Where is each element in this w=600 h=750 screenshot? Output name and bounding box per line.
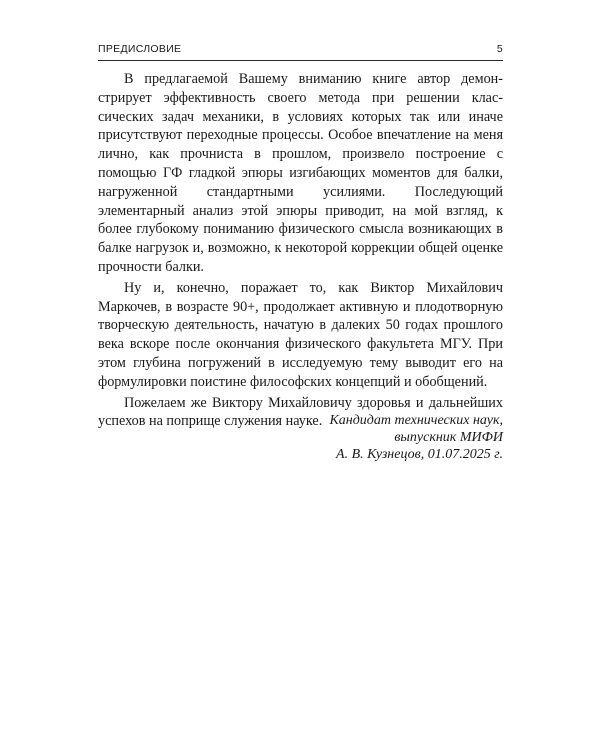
paragraph: В предлагаемой Вашему вниманию книге автор демонстрирует эффективность своего метода при решении классических задач механики, в условиях которых так или иначе присутствуют переходные процессы. Особое впечатление на меня лично, как прочниста в прошлом, произвело построение с помощью ГФ гладкой эпюры изгибающих моментов для балки, нагруженной стандартными усилиями. Последующий элементарный анализ этой эпюры приводит, на мой взгляд, к более глубокому пониманию физического смысла возникающих в балке нагрузок и, возможно, к некоторой коррекции общей оценке прочности балки.	[98, 71, 503, 275]
page-number: 5	[496, 43, 503, 55]
signature-name-date: А. В. Кузнецов, 01.07.2025 г.	[336, 447, 503, 462]
running-header	[98, 40, 503, 61]
signature-affiliation: выпускник МИФИ	[394, 430, 503, 445]
section-title: ПРЕДИСЛОВИЕ	[98, 43, 182, 55]
signature-degree: Кандидат технических наук,	[329, 413, 503, 428]
paragraph: Пожелаем же Виктору Михайловичу здоровья и дальнейших успехов на поприще служения науке.	[98, 394, 503, 430]
preface-text	[98, 70, 503, 431]
signature-block	[329, 412, 503, 463]
paragraph: Ну и, конечно, поражает то, как Виктор Михайлович Маркочев, в возрасте 90+, продолжает активную и плодотворную творческую деятельность, начатую в далеких 50 годах прошлого века вскоре после окончания физического факультета МГУ. При этом глубина погружений в исследуемую тему выводит его на формулировки поистине философских концепций и обобщений.	[98, 279, 503, 390]
